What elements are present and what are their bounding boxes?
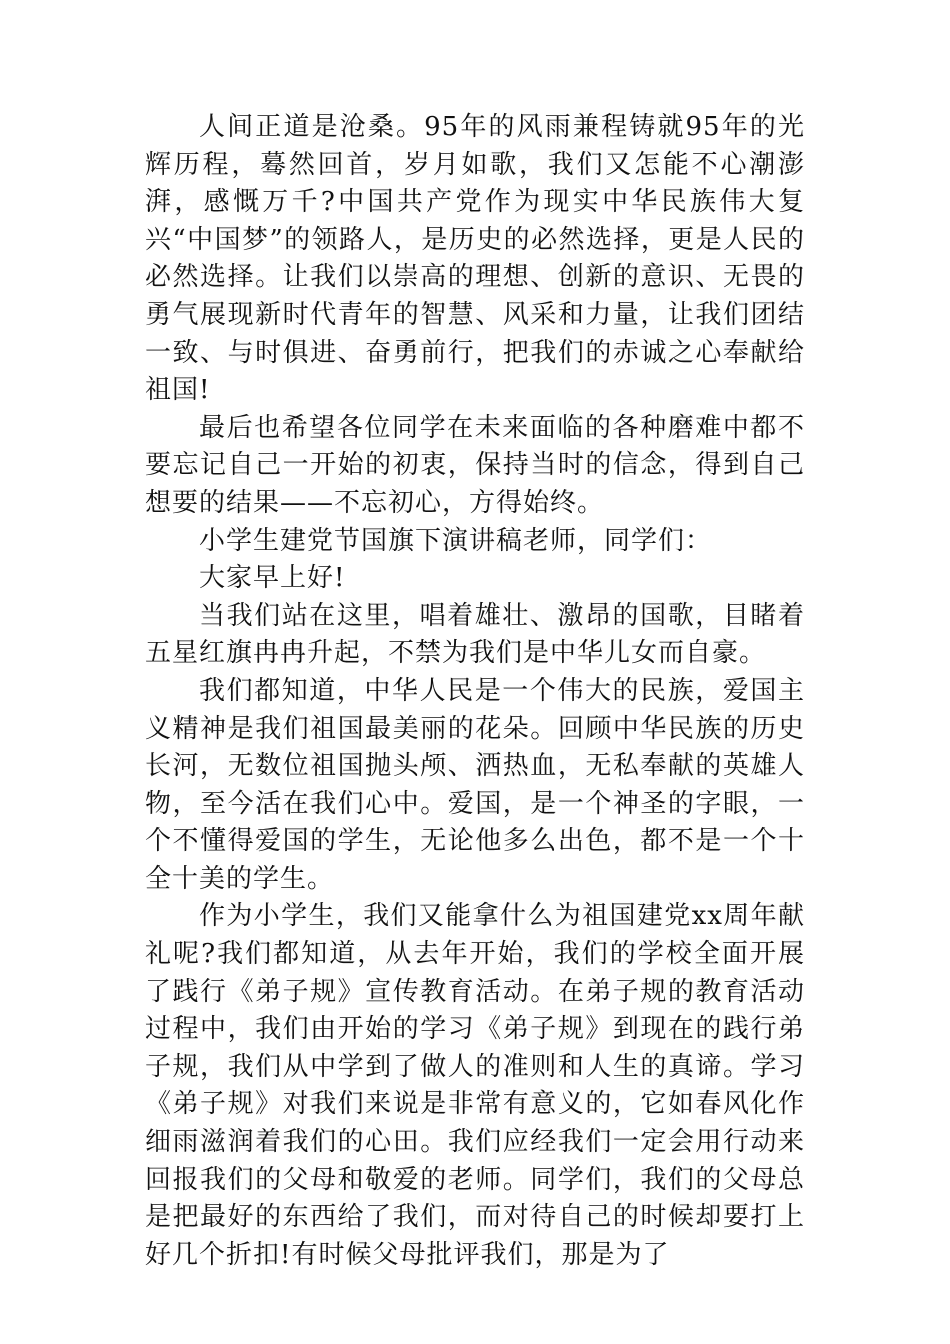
paragraph-3: 小学生建党节国旗下演讲稿老师，同学们：	[199, 525, 713, 556]
paragraph-6: 我们都知道，中华人民是一个伟大的民族，爱国主义精神是我们祖国最美丽的花朵。回顾中华民族的历史长河，无数位祖国抛头颅、洒热血，无私奉献的英雄人物，至今活在我们心中。爱国，是一个神圣的字眼，一个不懂得爱国的学生，无论他多么出色，都不是一个十全十美的学生。	[145, 675, 805, 894]
paragraph-2: 最后也希望各位同学在未来面临的各种磨难中都不要忘记自己一开始的初衷，保持当时的信念，得到自己想要的结果——不忘初心，方得始终。	[145, 412, 805, 518]
paragraph-5: 当我们站在这里，唱着雄壮、激昂的国歌，目睹着五星红旗冉冉升起，不禁为我们是中华儿女而自豪。	[145, 600, 805, 669]
paragraph-4: 大家早上好!	[199, 563, 346, 594]
document-body	[145, 109, 805, 1274]
paragraph-7: 作为小学生，我们又能拿什么为祖国建党xx周年献礼呢?我们都知道，从去年开始，我们的学校全面开展了践行《弟子规》宣传教育活动。在弟子规的教育活动过程中，我们由开始的学习《弟子规》到现在的践行弟子规，我们从中学到了做人的准则和人生的真谛。学习《弟子规》对我们来说是非常有意义的，它如春风化作细雨滋润着我们的心田。我们应经我们一定会用行动来回报我们的父母和敬爱的老师。同学们，我们的父母总是把最好的东西给了我们，而对待自己的时候却要打上好几个折扣!有时候父母批评我们，那是为了	[145, 901, 805, 1270]
paragraph-1: 人间正道是沧桑。95年的风雨兼程铸就95年的光辉历程，蓦然回首，岁月如歌，我们又怎能不心潮澎湃，感慨万千?中国共产党作为现实中华民族伟大复兴“中国梦”的领路人，是历史的必然选择，更是人民的必然选择。让我们以崇高的理想、创新的意识、无畏的勇气展现新时代青年的智慧、风采和力量，让我们团结一致、与时俱进、奋勇前行，把我们的赤诚之心奉献给祖国!	[145, 112, 805, 406]
